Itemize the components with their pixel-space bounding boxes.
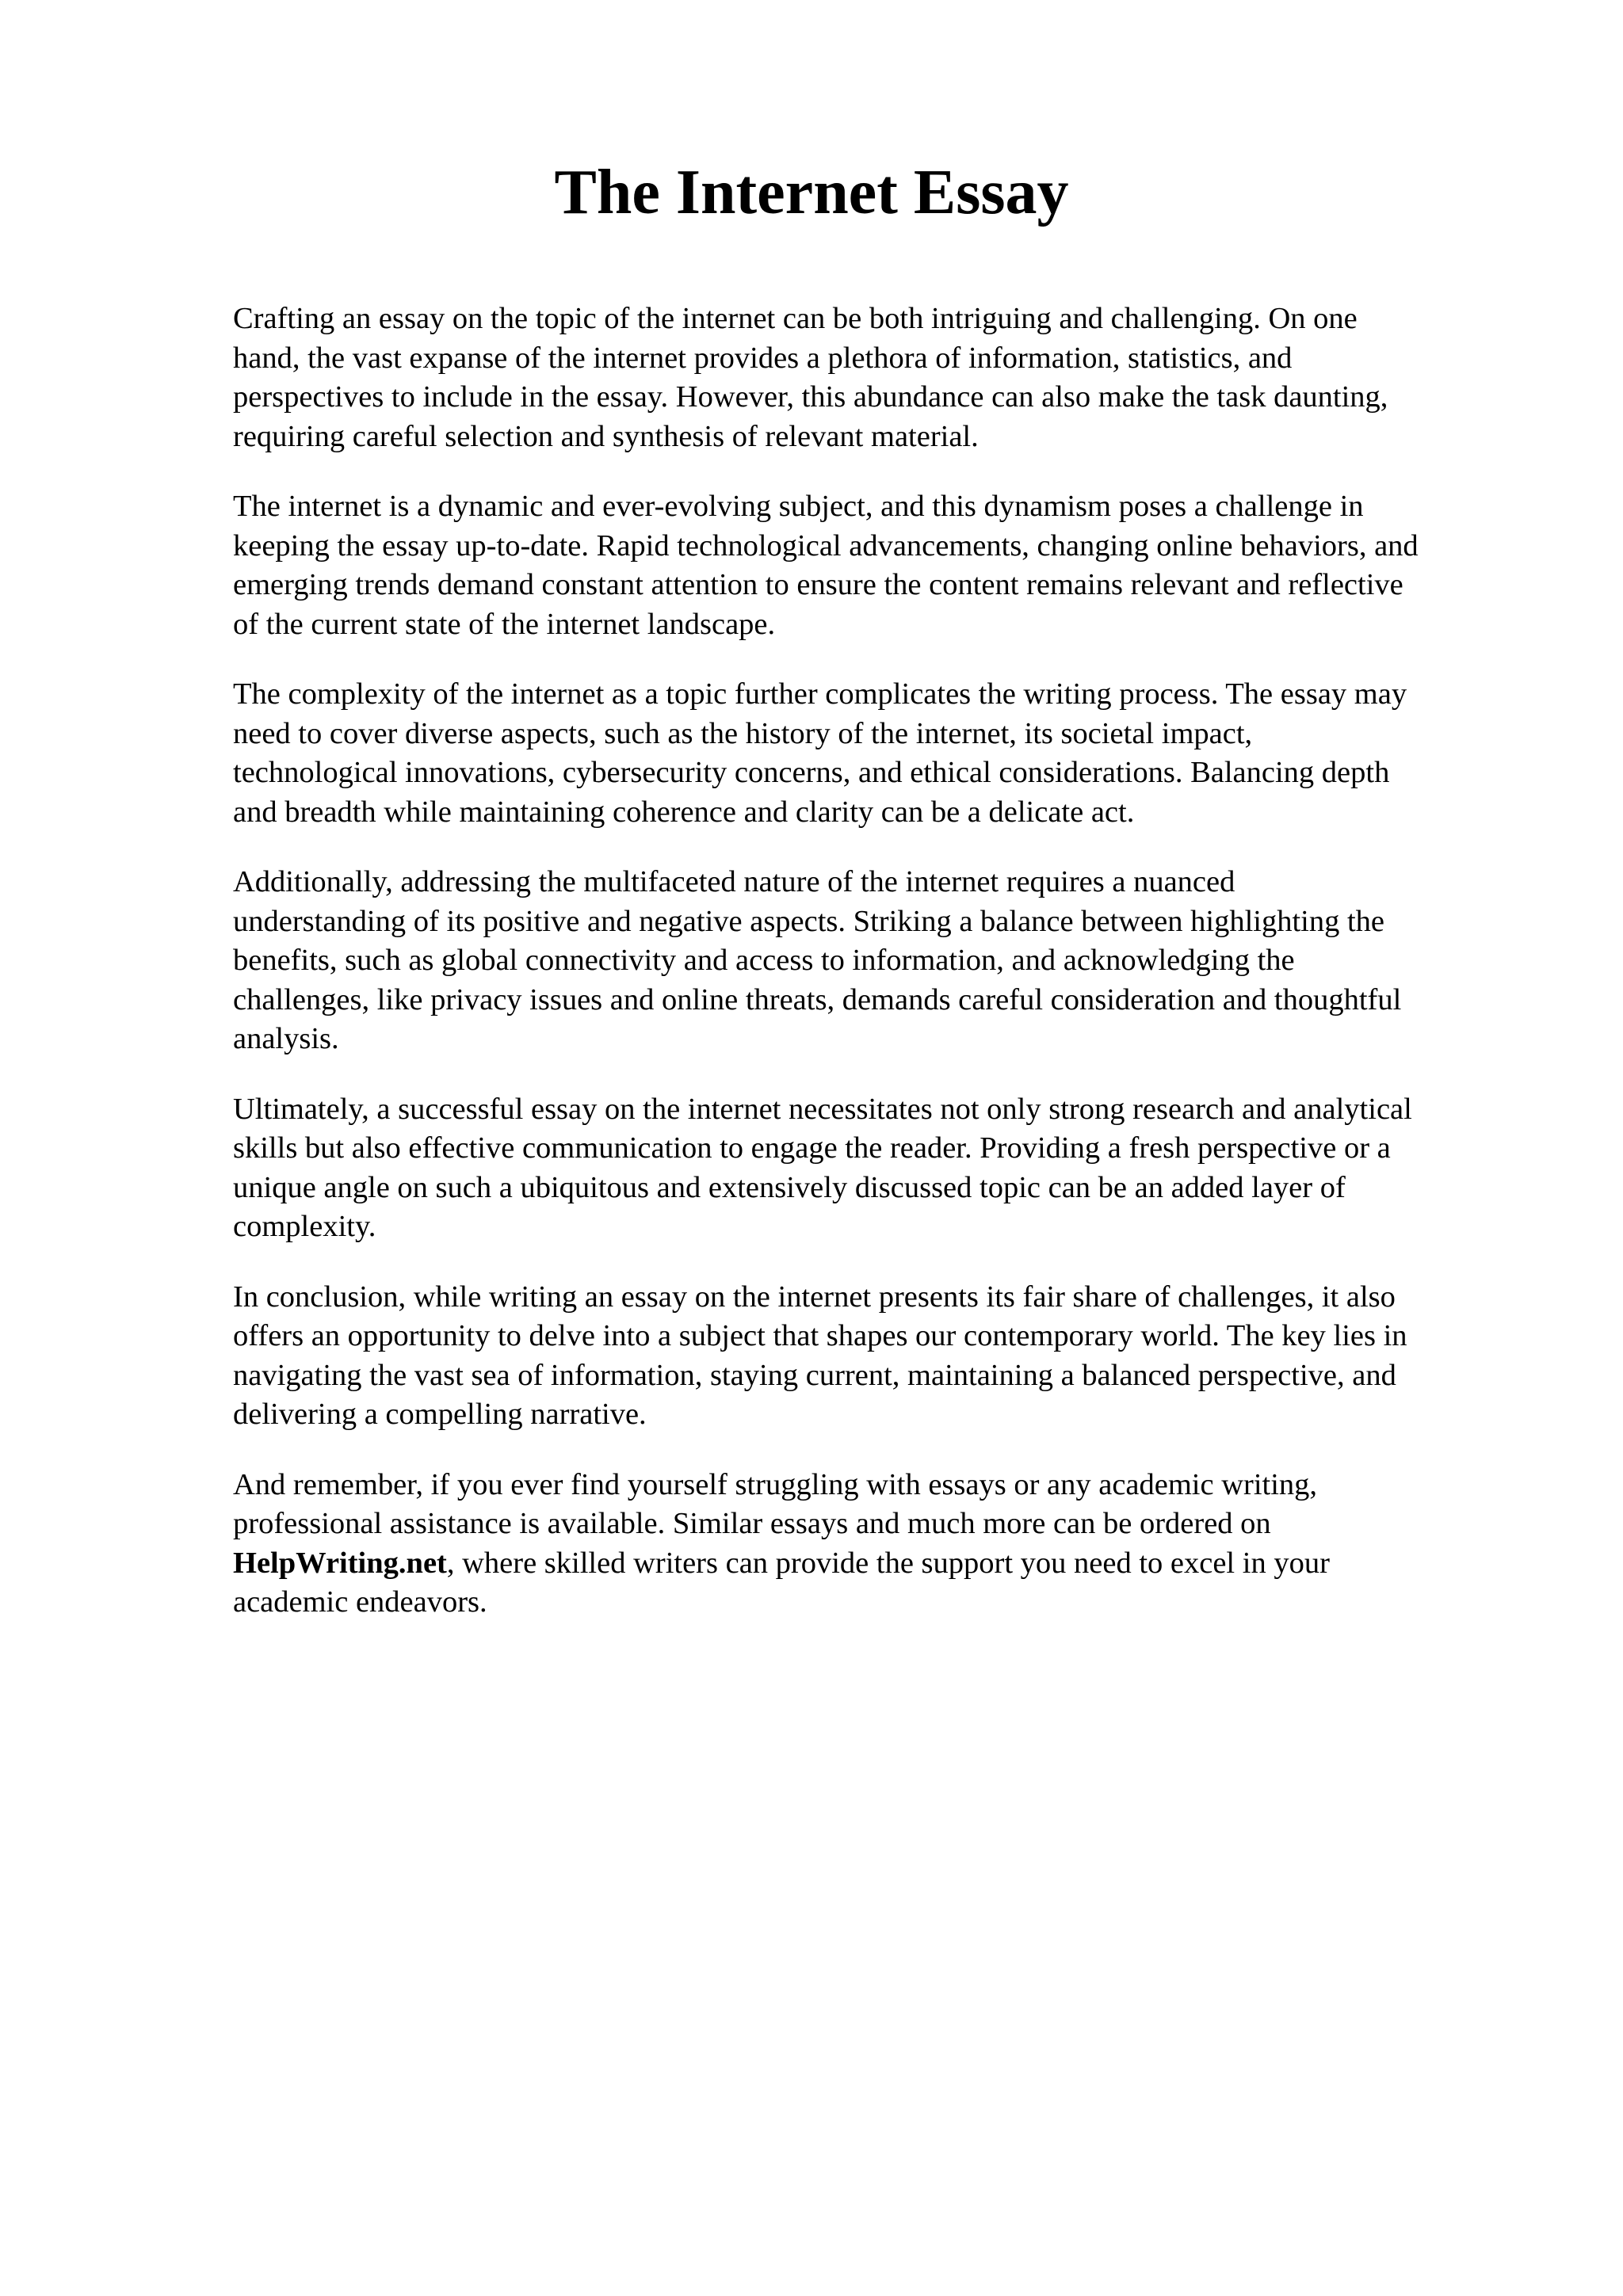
- paragraph-line: analysis.: [233, 1022, 339, 1055]
- paragraph-line: delivering a compelling narrative.: [233, 1398, 647, 1431]
- paragraph-line: professional assistance is available. Similar essays and much more can be ordered on: [233, 1507, 1271, 1540]
- paragraph-line: And remember, if you ever find yourself struggling with essays or any academic writing,: [233, 1467, 1318, 1501]
- paragraph-line: requiring careful selection and synthesis of relevant material.: [233, 419, 979, 453]
- closing-line-rest: , where skilled writers can provide the support you need to excel in your: [446, 1546, 1330, 1580]
- paragraph-line: understanding of its positive and negative aspects. Striking a balance between highlighting the: [233, 904, 1385, 938]
- paragraph-line: Additionally, addressing the multifaceted nature of the internet requires a nuanced: [233, 865, 1235, 898]
- paragraph-line: keeping the essay up-to-date. Rapid technological advancements, changing online behaviors, and: [233, 528, 1419, 563]
- paragraph-line: navigating the vast sea of information, staying current, maintaining a balanced perspective, and: [233, 1358, 1396, 1392]
- paragraph-line: academic endeavors.: [233, 1585, 487, 1619]
- paragraph-line: perspectives to include in the essay. However, this abundance can also make the task daunting,: [233, 380, 1388, 414]
- paragraph-line: and breadth while maintaining coherence and clarity can be a delicate act.: [233, 795, 1135, 829]
- closing-paragraph: [233, 1466, 1533, 1623]
- helpwriting-brand-name: HelpWriting.net: [233, 1546, 447, 1580]
- paragraph-line: Crafting an essay on the topic of the internet can be both intriguing and challenging. On one: [233, 302, 1358, 335]
- paragraph-line: skills but also effective communication to engage the reader. Providing a fresh perspective or a: [233, 1131, 1391, 1165]
- paragraph-line: unique angle on such a ubiquitous and extensively discussed topic can be an added layer of: [233, 1170, 1346, 1204]
- essay-title: The Internet Essay: [554, 158, 1069, 227]
- paragraph-line: benefits, such as global connectivity and access to information, and acknowledging the: [233, 944, 1295, 977]
- paragraph-line: challenges, like privacy issues and online threats, demands careful consideration and thoughtful: [233, 982, 1402, 1016]
- paragraph-1: [233, 299, 1533, 456]
- paragraph-line: The internet is a dynamic and ever-evolving subject, and this dynamism poses a challenge in: [233, 490, 1364, 523]
- paragraph-line: [233, 1544, 1533, 1584]
- paragraph-4: [233, 863, 1533, 1059]
- paragraph-3: [233, 675, 1533, 832]
- paragraph-line: hand, the vast expanse of the internet provides a plethora of information, statistics, and: [233, 341, 1293, 375]
- essay-body: [233, 299, 1533, 1653]
- paragraph-line: Ultimately, a successful essay on the internet necessitates not only strong research and analytical: [233, 1092, 1412, 1126]
- paragraph-line: of the current state of the internet landscape.: [233, 607, 776, 641]
- paragraph-line: emerging trends demand constant attention to ensure the content remains relevant and reflective: [233, 568, 1403, 601]
- paragraph-6: [233, 1278, 1533, 1435]
- paragraph-line: complexity.: [233, 1210, 376, 1243]
- paragraph-5: [233, 1090, 1533, 1247]
- paragraph-line: The complexity of the internet as a topic further complicates the writing process. The essay may: [233, 677, 1407, 711]
- paragraph-line: offers an opportunity to delve into a subject that shapes our contemporary world. The key lies in: [233, 1319, 1407, 1352]
- paragraph-2: [233, 487, 1533, 644]
- paragraph-line: In conclusion, while writing an essay on the internet presents its fair share of challenges, it also: [233, 1280, 1396, 1314]
- paragraph-line: need to cover diverse aspects, such as the history of the internet, its societal impact,: [233, 716, 1253, 750]
- paragraph-line: technological innovations, cybersecurity concerns, and ethical considerations. Balancing depth: [233, 756, 1390, 789]
